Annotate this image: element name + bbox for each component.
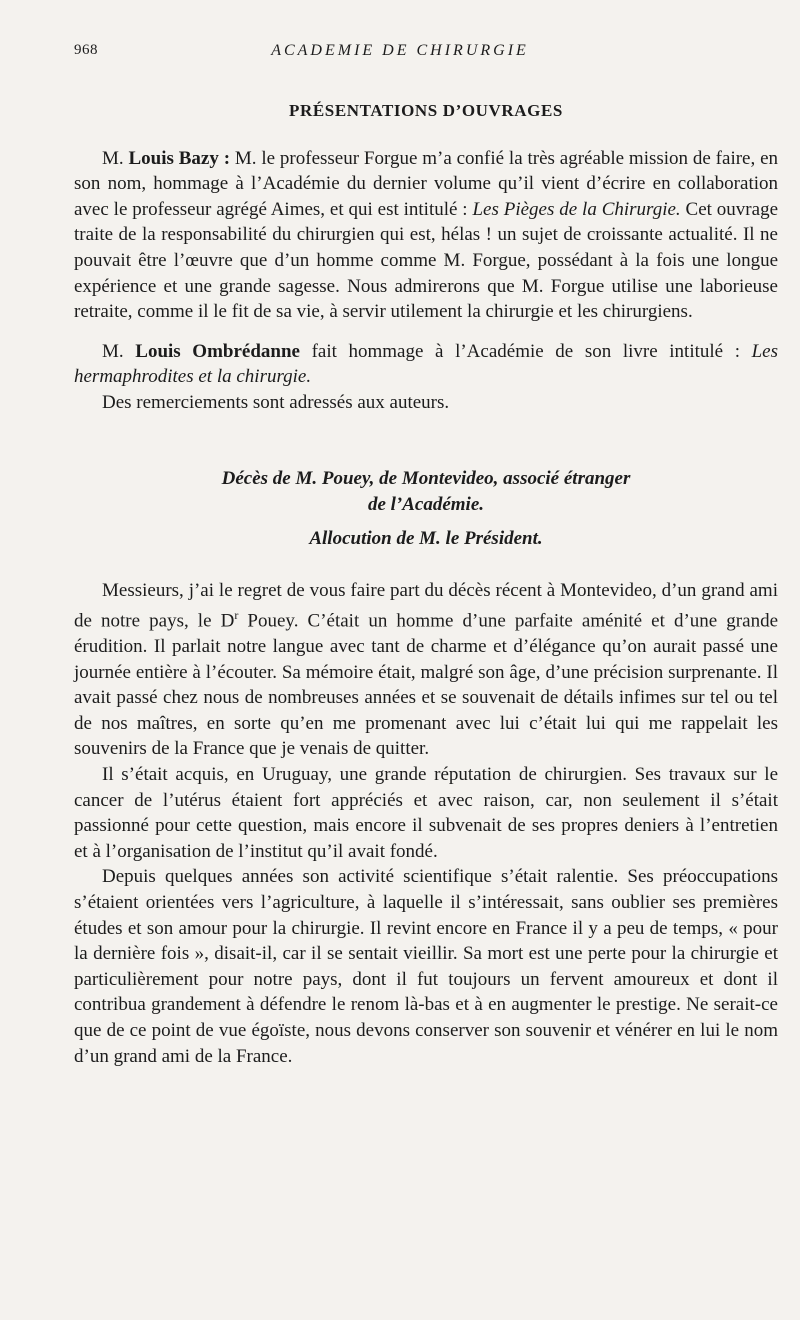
paragraph-activite: Depuis quelques années son activité scientifique s’était ralentie. Ses préoccupations s’étaient orientées vers l’agriculture, à laquelle il s’intéressait, sans oublier ses premières études et son amour pour la chirurgie. Il revint encore en France il y a peu de temps, « pour la dernière fois », disait-il, car il se sentait vieillir. Sa mort est une perte pour la chirurgie et particulièrement pour notre pays, dont il fut toujours un fervent amoureux et dont il contribua grandement à défendre le renom là-bas et à en augmenter le prestige. Ne serait-ce que de ce point de vue égoïste, nous devons conserver son souvenir et vénérer en lui le nom d’un grand ami de la France. bbox=[74, 866, 778, 1067]
book-title-pieges: Les Pièges de la Chirurgie. bbox=[472, 198, 681, 220]
paragraph-uruguay: Il s’était acquis, en Uruguay, une grande réputation de chirurgien. Ses travaux sur le cancer de l’utérus étaient fort appréciés et avec raison, car, non seulement il s’était passionné pour cette question, mais encore il subvenait de ses propres deniers à l’entretien et à l’organisation de l’institut qu’il avait fondé. bbox=[74, 764, 778, 862]
speaker-name-ombredanne: Louis Ombrédanne bbox=[135, 340, 300, 362]
paragraph-text: Messieurs, j’ai le regret de vous faire part du décès récent à Montevideo, d’un grand ami de notre pays, le D bbox=[74, 579, 778, 632]
running-head: ACADEMIE DE CHIRURGIE bbox=[271, 42, 529, 59]
section-title-presentations: PRÉSENTATIONS D’OUVRAGES bbox=[288, 101, 563, 120]
obituary-heading-line1: Décès de M. Pouey, de Montevideo, associé étranger bbox=[221, 467, 631, 489]
superscript-r: r bbox=[234, 608, 239, 623]
paragraph-text: M. le professeur Forgue m’a confié la très agréable mission de faire, en son nom, hommage à l’Académie du dernier volume qu’il vient d’écrire en collaboration avec le professeur agrégé Aimes, et qui est intitulé : bbox=[74, 147, 779, 220]
page-content bbox=[74, 98, 778, 1069]
speaker-prefix: M. bbox=[102, 340, 136, 362]
obituary-heading-line2: de l’Académie. bbox=[367, 493, 485, 515]
speaker-name-bazy: Louis Bazy bbox=[128, 147, 219, 169]
speaker-separator: : bbox=[218, 147, 235, 169]
obituary-subheading: Allocution de M. le Président. bbox=[309, 527, 543, 549]
obituary-heading bbox=[74, 466, 778, 518]
paragraph-text: Cet ouvrage traite de la responsabilité du chirurgien qui est, hélas ! un sujet de croissante actualité. Il ne pouvait être l’œuvre que d’un homme comme M. Forgue, possédant à la fois une longue expérience et une grande sagesse. Nous admirerons que M. Forgue utilise une laborieuse retraite, comme il le fit de sa vie, à servir utilement la chirurgie et les chirurgiens. bbox=[74, 198, 778, 323]
paragraph-remerciements: Des remerciements sont adressés aux auteurs. bbox=[102, 391, 450, 413]
paragraph-bazy bbox=[74, 146, 778, 325]
paragraph-text: Pouey. C’était un homme d’une parfaite aménité et d’une grande érudition. Il parlait notre langue avec tant de charme et d’élégance qu’on aurait passé une journée entière à l’écouter. Sa mémoire était, malgré son âge, d’une précision surprenante. Il avait passé chez nous de nombreuses années et se souvenait de détails infimes sur tel ou tel de nos maîtres, en sorte qu’en me promenant avec lui c’était lui qui me rappelait les souvenirs de la France que je venais de quitter. bbox=[74, 610, 778, 760]
page-header bbox=[74, 42, 726, 66]
speaker-prefix: M. bbox=[102, 147, 129, 169]
page-number: 968 bbox=[74, 42, 98, 58]
paragraph-text: fait hommage à l’Académie de son livre intitulé : bbox=[299, 340, 752, 362]
book-title-hermaphrodites: Les hermaphrodites et la chirurgie. bbox=[74, 340, 778, 388]
paragraph-ombredanne bbox=[74, 339, 778, 390]
paragraph-messieurs bbox=[74, 578, 778, 762]
